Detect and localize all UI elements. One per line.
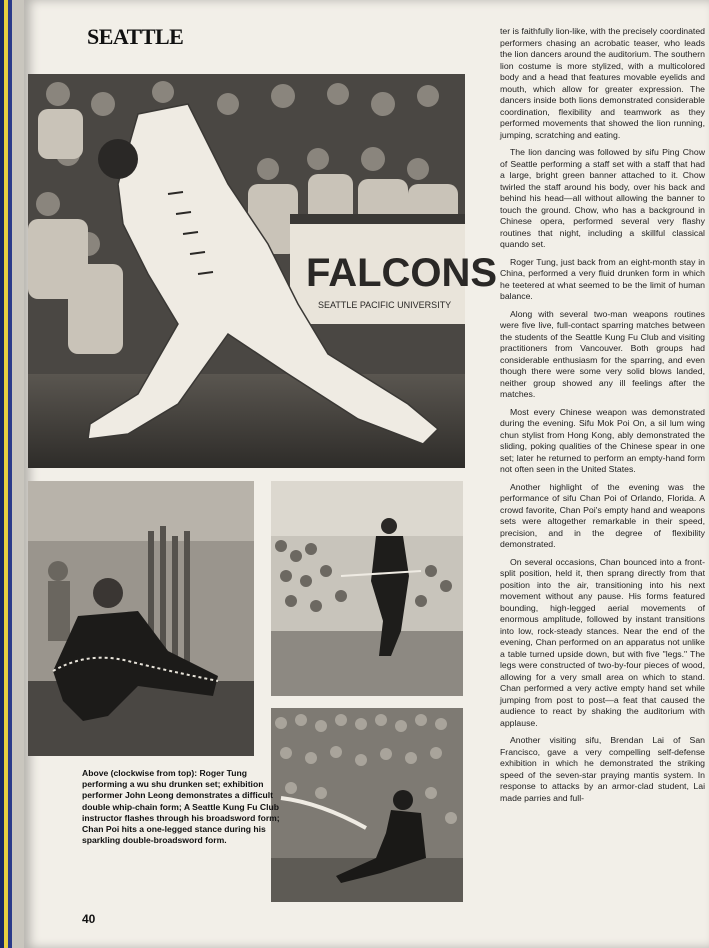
photo-caption: Above (clockwise from top): Roger Tung performing a wu shu drunken set; exhibition performer John Leong demonstrates a difficult double whip-chain form; A Seattle Kung Fu Club instructor flashes through his broadsword form; Chan Poi hits a one-legged stance during his sparkling double-broadsword form. [82,768,280,846]
photo-john-leong [28,481,254,756]
article-paragraph: Roger Tung, just back from an eight-month stay in China, performed a very fluid drunken form in which he teetered at what seemed to be the limit of human balance. [500,256,705,301]
section-header: SEATTLE [87,24,184,49]
article-paragraph: Another highlight of the evening was the performance of sifu Chan Poi of Orlando, Florida. A crowd favorite, Chan Poi's empty hand and weapons sets were altogether remarkable in their speed, precision, and in the degree of flexibility demonstrated. [500,481,705,549]
banner-subtext: SEATTLE PACIFIC UNIVERSITY [318,300,452,310]
article-paragraph: Most every Chinese weapon was demonstrated during the evening. Sifu Mok Poi On, a sil lum wing chun stylist from Hong Kong, ably demonstrated the sliding, poking qualities of the Chinese spear in one set; later he returned to perform an empty-hand form not often seen in the United States. [500,406,705,474]
banner-text: FALCONS [306,251,498,295]
magazine-page [24,0,709,948]
article-paragraph: On several occasions, Chan bounced into a front-split position, held it, then sprang directly from that position into the air, transitioning into his next movement without any pause. His forms featured bounding, high-legged aerial movements of enormous amplitude, followed by instant transitions into low, rock-steady stances. Near the end of the evening, Chan performed on an apparatus not unlike a table turned upside down, but with five "legs." The legs were constructed of two-by-four pieces of wood, allowing for a very small area on which to stand. Chan performed a very active empty hand set while jumping from post to post—a feat that caused the audience to react by shaking the auditorium with applause. [500,556,705,728]
article-column [500,26,705,810]
page-number: 40 [82,912,96,926]
photo-broadsword-instructor [271,481,463,696]
article-paragraph: Along with several two-man weapons routines were five live, full-contact sparring matches between the students of the Seattle Kung Fu Club and visiting practitioners from Vancouver. Both groups had considerable enthusiasm for the sparring, and even though there were some very solid blows landed, neither group showed any ill feelings after the matches. [500,308,705,399]
photo-chan-poi [271,708,463,902]
article-paragraph: ter is faithfully lion-like, with the precisely coordinated performers chasing an acrobatic teaser, who leads the lion dancers around the auditorium. The southern lion costume is more stylized, with a multicolored body and a head that features movable eyelids and mouth, which allow for greater expression. The dancers inside both lions demonstrated considerable coordination, flexibility and teamwork as they performed movements that showed the lion running, jumping, scratching and eating. [500,26,705,140]
photo-roger-tung [28,74,498,468]
binding-spine [0,0,24,948]
article-paragraph: The lion dancing was followed by sifu Ping Chow of Seattle performing a staff set with a staff that had a large, bright green banner attached to it. Chow twirled the staff around his body, over his back and behind his head—all without allowing the banner to touch the ground. Chow, who has a background in Chinese opera, performed several very flashy routines that night, including a skillful classical quando set. [500,147,705,249]
article-paragraph: Another visiting sifu, Brendan Lai of San Francisco, gave a very compelling self-defense exhibition in which he demonstrated the striking speed of the seven-star praying mantis system. In response to attacks by an armor-clad student, Lai made parries and full- [500,735,705,803]
